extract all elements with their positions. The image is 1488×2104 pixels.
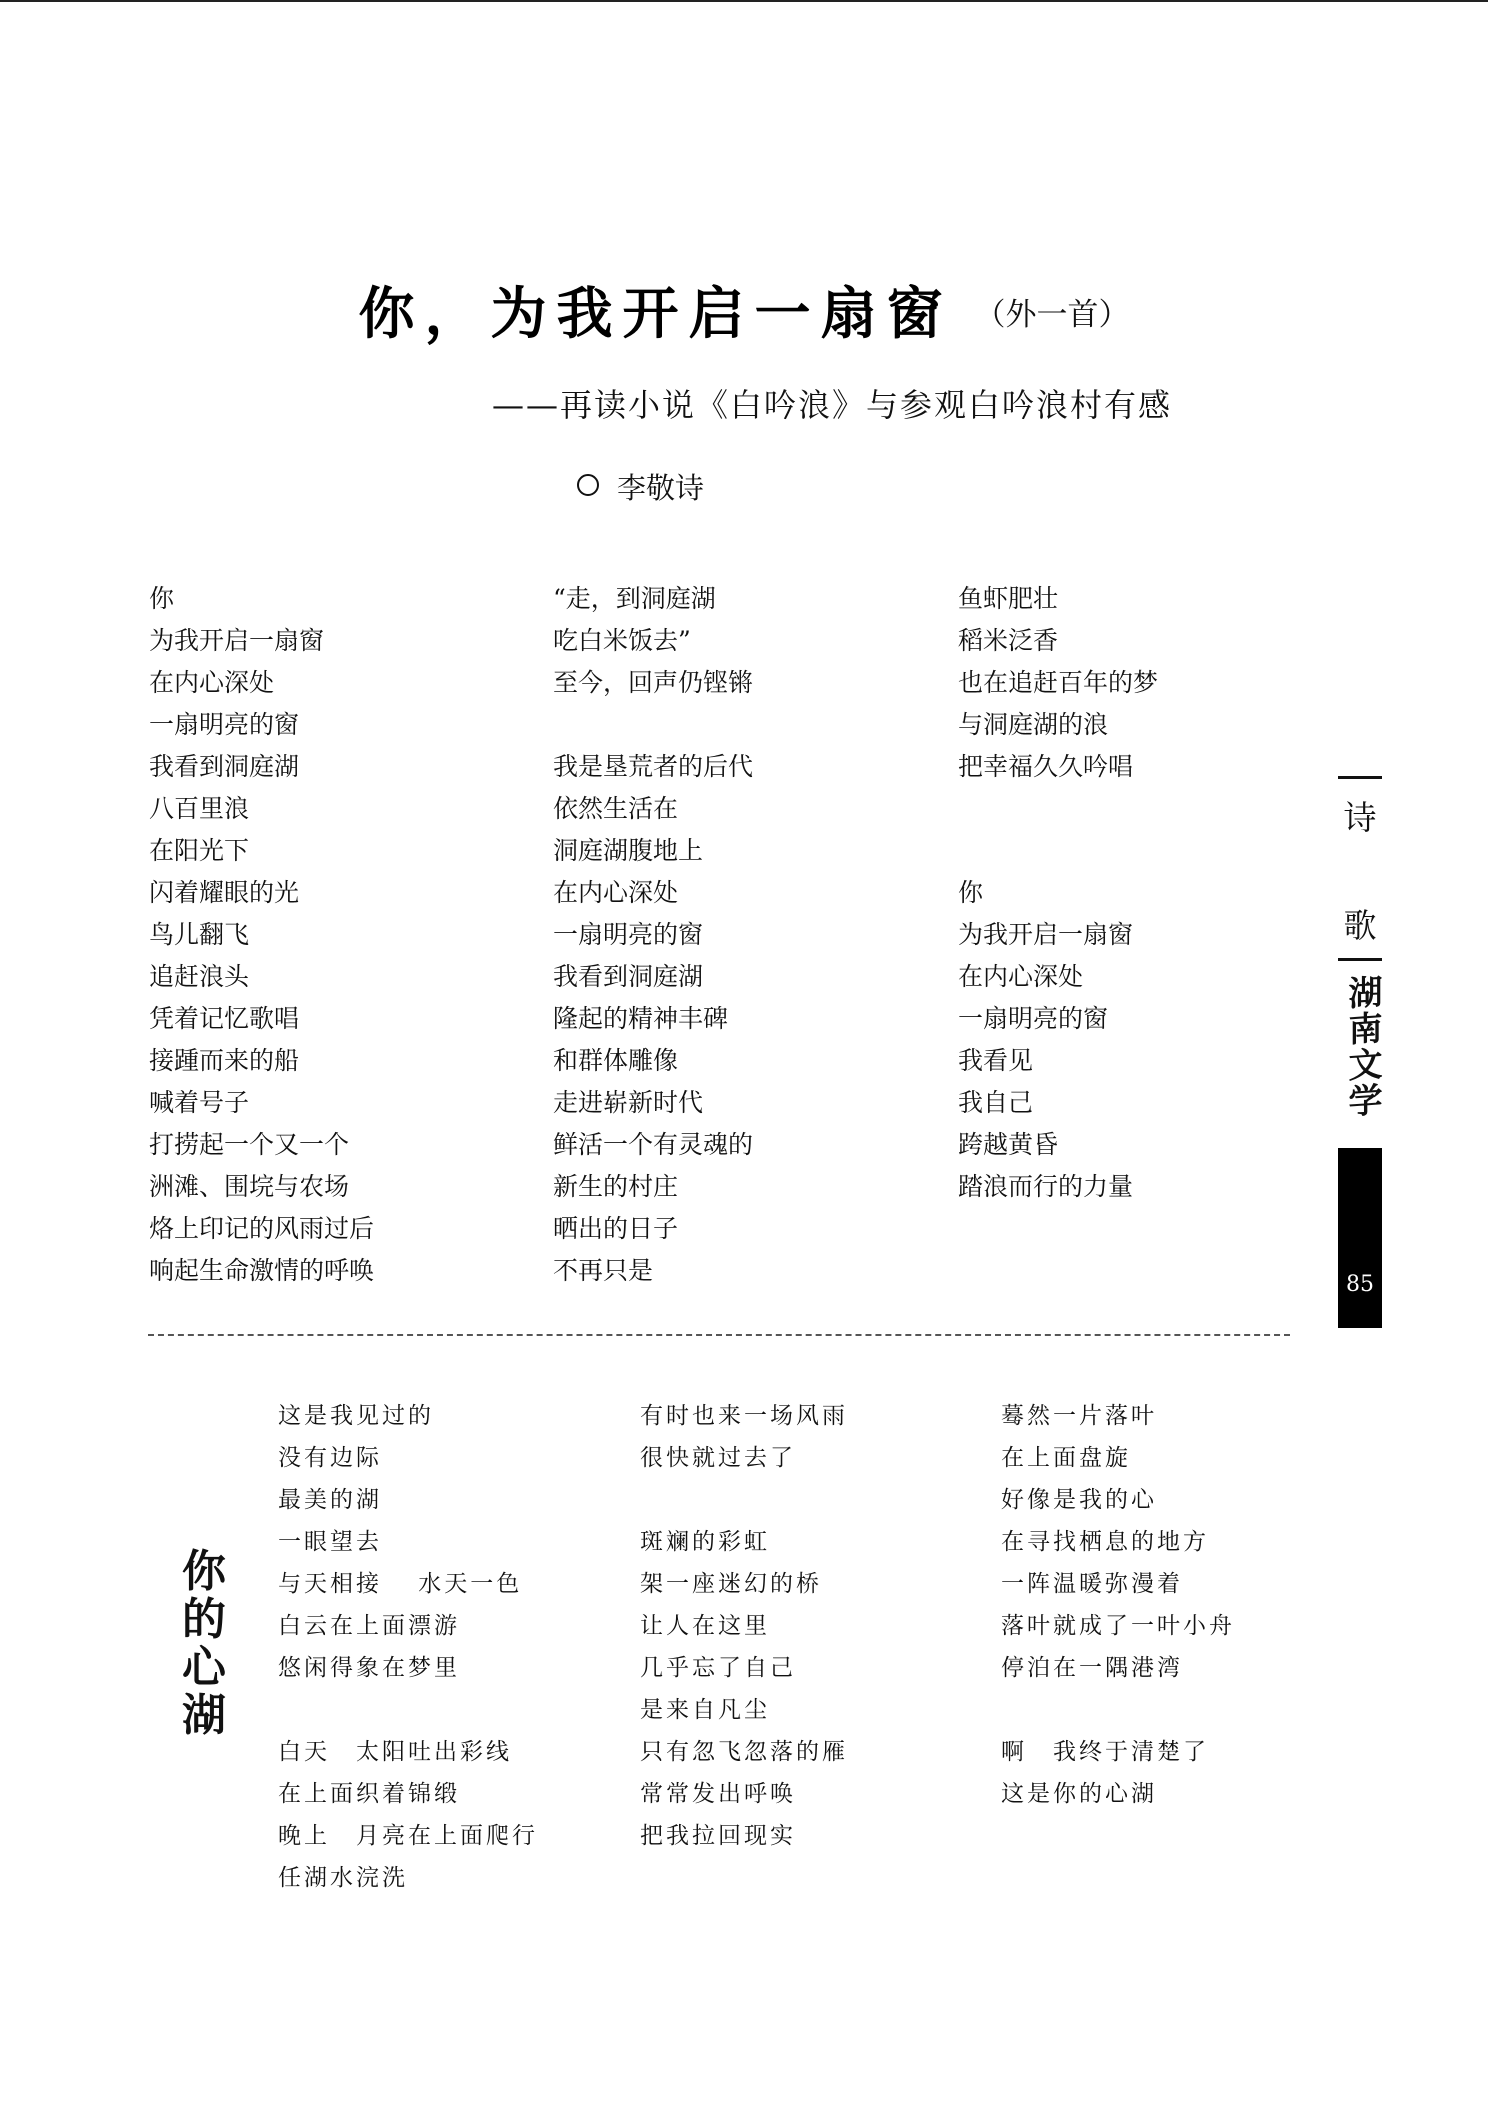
poem-line: 八百里浪 <box>149 794 250 823</box>
poem-line: 鲜活一个有灵魂的 <box>553 1130 754 1159</box>
poem-line: 在内心深处 <box>149 668 275 697</box>
top-border-rule <box>0 0 1488 2</box>
poem-line: 任湖水浣洗 <box>278 1865 408 1891</box>
poem-line: 只有忽飞忽落的雁 <box>640 1739 848 1765</box>
poem-line: 打捞起一个又一个 <box>149 1130 350 1159</box>
poem-line: 烙上印记的风雨过后 <box>149 1214 375 1243</box>
poem-line: 与天相接 水天一色 <box>278 1571 523 1597</box>
poem-line: 悠闲得象在梦里 <box>278 1655 460 1681</box>
poem-line: 为我开启一扇窗 <box>958 920 1134 949</box>
poem-line: 和群体雕像 <box>553 1046 679 1075</box>
poem-line <box>640 1479 848 1521</box>
poem-line: 我看到洞庭湖 <box>149 752 300 781</box>
poem-line: 至今，回声仍铿锵 <box>553 668 754 697</box>
poem-line: 闪着耀眼的光 <box>149 878 300 907</box>
poem-line <box>958 830 1158 872</box>
author-name: 李敬诗 <box>617 471 705 505</box>
poem-line: 没有边际 <box>278 1445 382 1471</box>
poem-line: 不再只是 <box>553 1256 654 1285</box>
poem-line: 这是你的心湖 <box>1001 1781 1157 1807</box>
section-divider <box>148 1334 1290 1336</box>
poem-line: 隆起的精神丰碑 <box>553 1004 729 1033</box>
poem-line: 落叶就成了一叶小舟 <box>1001 1613 1235 1639</box>
poem-line: 你 <box>149 584 175 613</box>
poem2-column-1 <box>278 1395 538 1899</box>
author-line <box>577 466 704 507</box>
poem-line: 依然生活在 <box>553 794 679 823</box>
poem-line: 追赶浪头 <box>149 962 250 991</box>
poem-line: “走，到洞庭湖 <box>553 584 716 613</box>
poem-line: 晒出的日子 <box>553 1214 679 1243</box>
poem-line: 新生的村庄 <box>553 1172 679 1201</box>
poem-line: 把我拉回现实 <box>640 1823 796 1849</box>
poem2-column-2 <box>640 1395 848 1857</box>
poem-line: 鸟儿翻飞 <box>149 920 250 949</box>
page-number: 85 <box>1346 1272 1374 1297</box>
poem-line: 跨越黄昏 <box>958 1130 1059 1159</box>
poem-line: 稻米泛香 <box>958 626 1059 655</box>
title-block <box>0 270 1488 350</box>
poem-line: 在内心深处 <box>958 962 1084 991</box>
poem-line: 常常发出呼唤 <box>640 1781 796 1807</box>
poem2-title-char: 湖 <box>182 1690 226 1741</box>
poem-line: 晚上 月亮在上面爬行 <box>278 1823 538 1849</box>
poem-line: 在阳光下 <box>149 836 250 865</box>
sidebar-section-char-2: 歌 <box>1343 906 1377 945</box>
poem-line: 啊 我终于清楚了 <box>1001 1739 1209 1765</box>
poem-line: 喊着号子 <box>149 1088 250 1117</box>
poem-line: 也在追赶百年的梦 <box>958 668 1159 697</box>
poem-line: 在上面织着锦缎 <box>278 1781 460 1807</box>
poem-line: 接踵而来的船 <box>149 1046 300 1075</box>
poem-line: 很快就过去了 <box>640 1445 796 1471</box>
poem-line: 架一座迷幻的桥 <box>640 1571 822 1597</box>
poem-title-suffix: （外一首） <box>974 297 1130 333</box>
poem-line: 踏浪而行的力量 <box>958 1172 1134 1201</box>
poem-line: 你 <box>958 878 984 907</box>
poem-line: 一眼望去 <box>278 1529 382 1555</box>
poem-line: 是来自凡尘 <box>640 1697 770 1723</box>
poem-title: 你，为我开启一扇窗 <box>358 282 953 347</box>
poem-line <box>958 788 1158 830</box>
poem1-column-2 <box>553 578 753 1292</box>
poem2-title-char: 的 <box>182 1594 226 1645</box>
poem-line: 我看到洞庭湖 <box>553 962 704 991</box>
poem-line <box>1001 1689 1235 1731</box>
poem-line: 白天 太阳吐出彩线 <box>278 1739 512 1765</box>
poem-line: 鱼虾肥壮 <box>958 584 1059 613</box>
poem-line: 我自己 <box>958 1088 1034 1117</box>
poem-line: 几乎忘了自己 <box>640 1655 796 1681</box>
poem-line: 停泊在一隅港湾 <box>1001 1655 1183 1681</box>
page-number-tab <box>1338 1148 1382 1328</box>
poem1-column-1 <box>149 578 374 1292</box>
poem-line: 最美的湖 <box>278 1487 382 1513</box>
poem-subtitle: ——再读小说《白吟浪》与参观白吟浪村有感 <box>492 386 1173 424</box>
poem1-column-3 <box>958 578 1158 1208</box>
poem-line: 这是我见过的 <box>278 1403 434 1429</box>
poem-line: 响起生命激情的呼唤 <box>149 1256 375 1285</box>
poem-line: 在内心深处 <box>553 878 679 907</box>
poem2-title-char: 心 <box>182 1642 226 1693</box>
poem-line: 有时也来一场风雨 <box>640 1403 848 1429</box>
poem-line: 好像是我的心 <box>1001 1487 1157 1513</box>
poem-line: 一扇明亮的窗 <box>149 710 300 739</box>
poem-line: 与洞庭湖的浪 <box>958 710 1109 739</box>
poem-line: 一扇明亮的窗 <box>958 1004 1109 1033</box>
poem-line: 我看见 <box>958 1046 1034 1075</box>
poem2-title <box>176 1548 232 1740</box>
sidebar-section-char-1: 诗 <box>1343 798 1377 837</box>
poem-line: 蓦然一片落叶 <box>1001 1403 1157 1429</box>
poem-line: 洲滩、围垸与农场 <box>149 1172 350 1201</box>
poem-line: 白云在上面漂游 <box>278 1613 460 1639</box>
poem-line: 一扇明亮的窗 <box>553 920 704 949</box>
poem-line: 在寻找栖息的地方 <box>1001 1529 1209 1555</box>
magazine-logo: 湖南文学 <box>1342 973 1382 1121</box>
poem-line: 一阵温暖弥漫着 <box>1001 1571 1183 1597</box>
poem-line: 把幸福久久吟唱 <box>958 752 1134 781</box>
poem2-title-char: 你 <box>182 1546 226 1597</box>
poem-line: 斑斓的彩虹 <box>640 1529 770 1555</box>
poem-line <box>278 1689 538 1731</box>
circle-icon <box>577 474 599 496</box>
poem-line: 为我开启一扇窗 <box>149 626 325 655</box>
sidebar-top-rule <box>1338 776 1382 779</box>
poem-line <box>553 704 753 746</box>
poem-line: 在上面盘旋 <box>1001 1445 1131 1471</box>
poem-line: 凭着记忆歌唱 <box>149 1004 300 1033</box>
poem-line: 洞庭湖腹地上 <box>553 836 704 865</box>
sidebar-mid-rule <box>1338 958 1382 961</box>
poem-line: 让人在这里 <box>640 1613 770 1639</box>
poem-line: 我是垦荒者的后代 <box>553 752 754 781</box>
poem2-column-3 <box>1001 1395 1235 1815</box>
poem-line: 吃白米饭去” <box>553 626 691 655</box>
poem-line: 走进崭新时代 <box>553 1088 704 1117</box>
